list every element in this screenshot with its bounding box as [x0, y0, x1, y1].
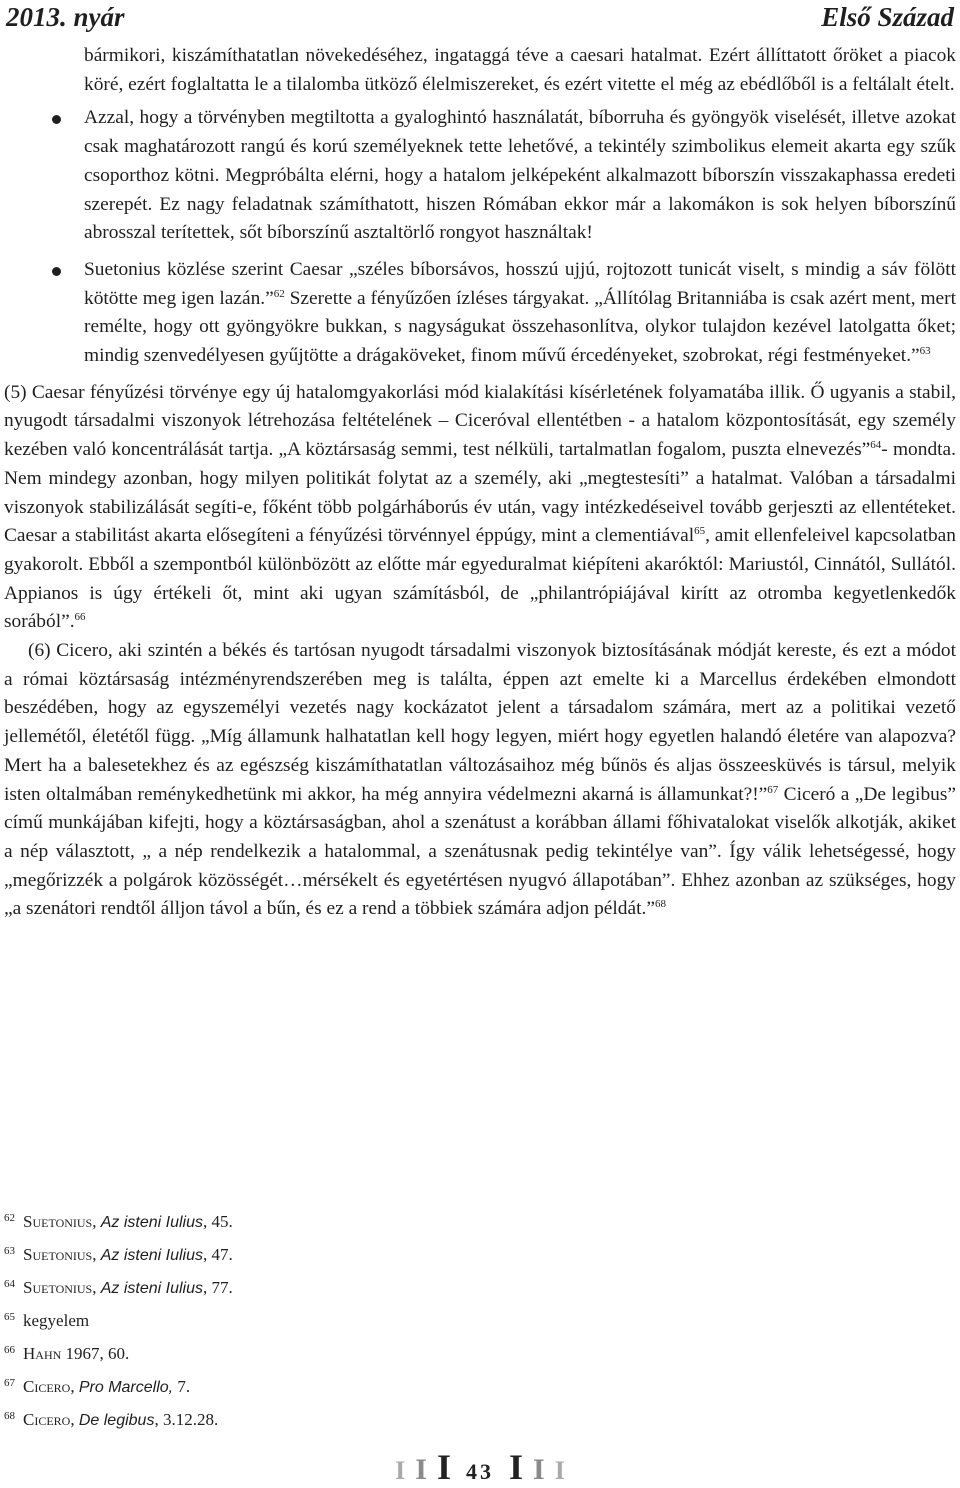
footnote-number: 64	[4, 1278, 15, 1290]
bullet-list	[0, 104, 960, 370]
footnote-rest: 7.	[173, 1377, 191, 1396]
footnote-item	[0, 1277, 960, 1310]
footnote-separator: ,	[70, 1377, 79, 1396]
footnote-author: Hahn	[23, 1344, 62, 1363]
bullet-item	[0, 256, 960, 371]
paragraph-text: (5) Caesar fényűzési törvénye egy új hatalomgyakorlási mód kialakítási kísérletének folyamatába illik. Ő ugyanis a stabil, nyugodt társadalmi viszonyok létrehozása feltételének – Ciceróval ellentétben - a hatalom központosítását, egy személy kezében való koncentrálását tartja. „A köztársaság semmi, test nélküli, tartalmatlan fogalom, puszta elnevezés”	[4, 381, 956, 461]
footnote-number: 62	[4, 1212, 15, 1224]
footnote-text	[23, 1277, 233, 1300]
footnote-separator: ,	[92, 1278, 101, 1297]
footnote-rest: , 3.12.28.	[154, 1410, 219, 1429]
footnote-separator: ,	[70, 1410, 79, 1429]
footnote-number: 68	[4, 1410, 15, 1422]
page-number: 43	[466, 1459, 494, 1484]
running-header	[0, 0, 960, 34]
footnote-title: De legibus	[78, 1412, 155, 1429]
decorative-bar-icon: I	[436, 1447, 451, 1487]
decorative-bar-icon: I	[509, 1447, 524, 1487]
footnote-rest: 1967, 60.	[61, 1344, 130, 1363]
footnote-author: Suetonius	[23, 1278, 93, 1297]
footnote-item	[0, 1343, 960, 1376]
footnote-separator: ,	[92, 1212, 101, 1231]
footnote-item	[0, 1244, 960, 1277]
footnote-ref[interactable]: 66	[74, 611, 86, 624]
decorative-bar-icon: I	[554, 1456, 565, 1485]
bullet-icon	[52, 267, 61, 276]
footnote-item	[0, 1310, 960, 1343]
footnote-text	[23, 1244, 233, 1267]
bullet-item	[0, 104, 960, 248]
footnote-number: 66	[4, 1344, 15, 1356]
footnote-item	[0, 1409, 960, 1442]
paragraph-text: - mondta. Nem mindegy azonban, hogy milyen politikát folytat az a személy, aki „megtestesíti” a hatalmat. Valóban a társadalmi viszonyok stabilizálását segíti-e, főként több polgárháborús év után, vagy intézkedéseivel tovább gerjeszti az ellentéteket. Caesar a stabilitást akarta elősegíteni a fényűzési törvénnyel éppúgy, mint a clementiával	[4, 439, 956, 547]
paragraph-text: , amit ellenfeleivel kapcsolatban gyakorolt. Ebből a szempontból különbözött az előtte már egyeduralmat kiépíteni akaróktól: Mariustól, Cinnától, Sullától. Appianos is úgy értékeli őt, mint aki ugyan számításból, de „philantrópiájával kirítt az otromba kegyetlenkedők sorából”.	[4, 525, 956, 633]
footnote-author: Suetonius	[23, 1212, 93, 1231]
footnote-number: 63	[4, 1245, 15, 1257]
footnotes	[0, 1211, 960, 1442]
footnote-rest: , 77.	[203, 1278, 233, 1297]
footnote-author: Cicero	[23, 1410, 71, 1429]
footnote-rest: , 47.	[203, 1245, 233, 1264]
footnote-ref[interactable]: 65	[694, 525, 706, 538]
bullet-text: Suetonius közlése szerint Caesar „széles bíborsávos, hosszú ujjú, rojtozott tunicát viselt, s mindig a sáv fölött kötötte meg igen lazán.”	[84, 258, 956, 309]
bullet-text: Azzal, hogy a törvényben megtiltotta a gyaloghintó használatát, bíborruha és gyöngyök viselését, illetve azokat csak maghatározott rangú és korú személyeknek tette lehetővé, a tekintély szimbolikus elemeit akarta egy szűk csoporthoz kötni. Megpróbálta elérni, hogy a hatalom jelképeként alkalmazott bíborszín visszakaphassa eredeti szerepét. Ez nagy feladatnak számíthatott, hiszen Rómában ekkor már a lakomákon is sok helyen bíborszínű abrosszal terítettek, sőt bíborszínű asztaltörlő rongyot használtak!	[84, 107, 956, 244]
decorative-bar-icon: I	[533, 1453, 545, 1486]
bullet-text: Szerette a fényűzően ízléses tárgyakat. „Állítólag Britanniába is csak azért ment, mert remélte, hogy ott gyöngyökre bukkan, s nagyságukat összehasonlítva, olykor tulajdon kezével latolgatta őket; mindig szenvedélyesen gyűjtötte a drágaköveket, finom művű ércedényeket, szobrokat, régi festményeket.”	[84, 287, 956, 367]
footnote-text	[23, 1376, 190, 1399]
footnote-title: Az isteni Iulius	[100, 1280, 203, 1297]
footnote-separator: ,	[92, 1245, 101, 1264]
paragraph-text: Ciceró a „De legibus” című munkájában kifejti, hogy a köztársaságban, ahol a szenátust a korábban állami főhivatalokat viselők alkotják, akiket a nép választott, „ a nép rendelkezik a hatalommal, a szenátusnak pedig tekintélye van”. Így válik lehetségessé, hogy „megőrizzék a polgárok közösségét…mérsékelt és egyetértésen nyugvó állapotában”. Ehhez azonban az szükséges, hogy „a szenátori rendtől álljon távol a bűn, és ez a rend a többiek számára adjon példát.”	[4, 783, 956, 920]
footnote-text	[23, 1310, 89, 1332]
header-journal-title: Első Század	[821, 2, 954, 32]
footnote-ref[interactable]: 62	[273, 287, 285, 300]
page-footer	[0, 1446, 960, 1488]
footnote-ref[interactable]: 64	[870, 439, 882, 452]
bullet-icon	[52, 115, 61, 124]
paragraph-text: (6) Cicero, aki szintén a békés és tartósan nyugodt társadalmi viszonyok biztosításának módját kereste, és ezt a módot a római köztársaság intézményrendszerében meg is találta, éppen azt emelte ki a Marcellus érdekében elmondott beszédében, hogy az egyszemélyi vezetés nagy kockázatot jelent a társadalom számára, mert az a politikai vezető jellemétől, életétől függ. „Míg államunk halhatatlan kell hogy legyen, miért hogy egyetlen halandó életére van alapozva? Mert ha a balesetekhez és az egészség kiszámíthatatlan változásaihoz még bűnös és aljas összeesküvés is társul, melyik isten oltalmában reménykedhetünk mi akkor, ha még annyira védelmezni akarná is államunkat?!”	[4, 640, 956, 805]
footnote-text	[23, 1409, 218, 1432]
footnote-ref[interactable]: 68	[654, 898, 666, 911]
footnote-item	[0, 1376, 960, 1409]
footnote-author: Suetonius	[23, 1245, 93, 1264]
intro-paragraph: bármikori, kiszámíthatatlan növekedéséhez, ingataggá téve a caesari hatalmat. Ezért állíttatott őröket a piacok köré, ezért foglaltatta le a tilalomba ütköző élelmiszereket, és ezért vitette el még az ebédlőből is a feltálalt ételt.	[84, 45, 956, 95]
footnote-text	[23, 1211, 233, 1234]
decorative-bar-icon: I	[415, 1453, 427, 1486]
footnote-title: Pro Marcello,	[78, 1379, 174, 1396]
main-text	[0, 42, 960, 924]
footnote-item	[0, 1211, 960, 1244]
footnote-ref[interactable]: 67	[767, 783, 779, 796]
paragraph-5	[0, 379, 960, 637]
footnote-author: Cicero	[23, 1377, 71, 1396]
footnote-rest: , 45.	[203, 1212, 233, 1231]
decorative-bar-icon: I	[395, 1456, 406, 1485]
footnote-rest: kegyelem	[23, 1311, 90, 1330]
header-date: 2013. nyár	[6, 2, 125, 32]
footnote-title: Az isteni Iulius	[100, 1247, 203, 1264]
footnote-number: 65	[4, 1311, 15, 1323]
paragraph-6	[0, 637, 960, 924]
footnote-ref[interactable]: 63	[919, 345, 931, 358]
footnote-title: Az isteni Iulius	[100, 1214, 203, 1231]
footnote-text	[23, 1343, 129, 1365]
footnote-number: 67	[4, 1377, 15, 1389]
